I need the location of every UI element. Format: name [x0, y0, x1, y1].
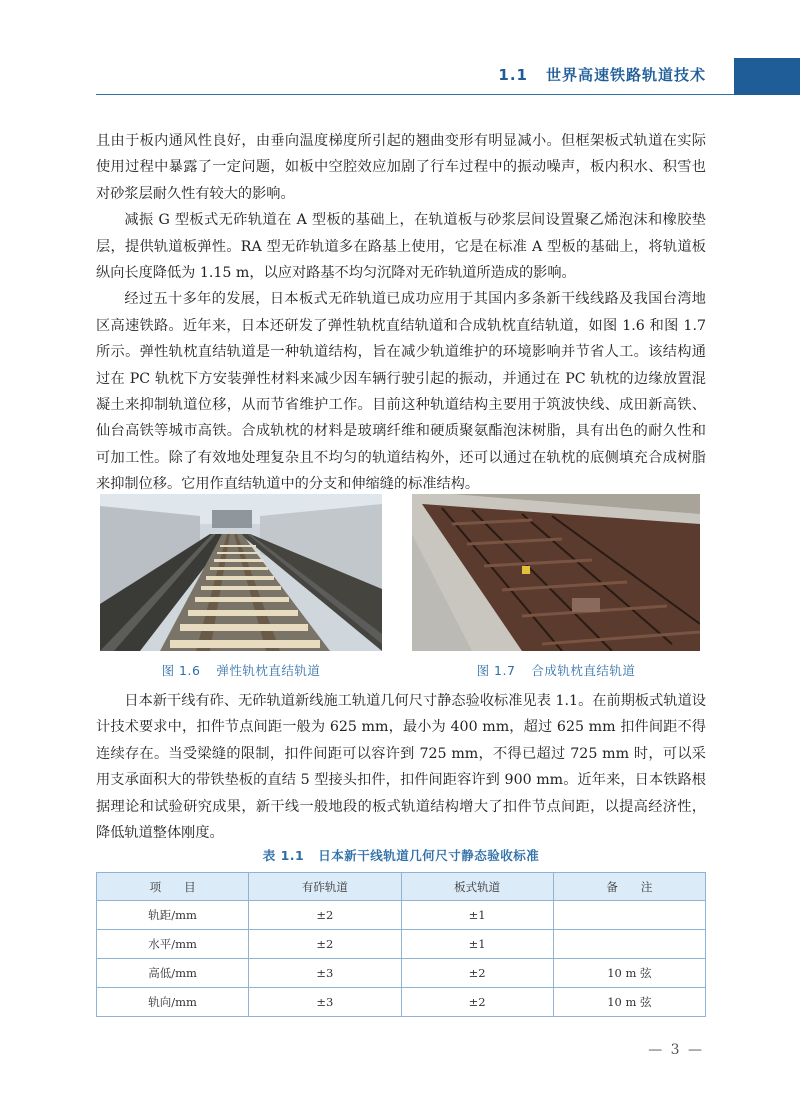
- figure-1-6: [100, 494, 382, 679]
- table-cell: 10 m 弦: [553, 988, 705, 1017]
- paragraph: 经过五十多年的发展，日本板式无砟轨道已成功应用于其国内多条新干线线路及我国台湾地区高速铁路。近年来，日本还研发了弹性轨枕直结轨道和合成轨枕直结轨道，如图 1.6 和图 1.7 所示。弹性轨枕直结轨道是一种轨道结构，旨在减少轨道维护的环境影响并节省人工。该结构通过在 PC 轨枕下方安装弹性材料来减少因车辆行驶引起的振动，并通过在 PC 轨枕的边缘放置混凝土来抑制轨道位移，从而节省维护工作。目前这种轨道结构主要用于筑波快线、成田新高铁、仙台高铁等城市高铁。合成轨枕的材料是玻璃纤维和硬质聚氨酯泡沫树脂，具有出色的耐久性和可加工性。除了有效地处理复杂且不均匀的轨道结构外，还可以通过在轨枕的底侧填充合成树脂来抑制位移。它用作直结轨道中的分支和伸缩缝的标准结构。: [96, 291, 706, 493]
- section-title: 世界高速铁路轨道技术: [545, 66, 706, 84]
- table-cell: 高低/mm: [97, 959, 249, 988]
- table-title-text: 日本新干线轨道几何尺寸静态验收标准: [318, 848, 540, 863]
- figure-caption-text: 弹性轨枕直结轨道: [216, 663, 321, 678]
- table-row: [97, 988, 706, 1017]
- figure-row: [100, 494, 700, 684]
- acceptance-standard-table: [96, 872, 706, 1017]
- table-cell: ±2: [249, 930, 401, 959]
- elastic-sleeper-track-photo: [100, 494, 382, 651]
- table-cell: ±2: [401, 988, 553, 1017]
- figure-1-7: [412, 494, 700, 679]
- column-header: 板式轨道: [401, 873, 553, 901]
- table-cell: [553, 930, 705, 959]
- table-cell: ±1: [401, 930, 553, 959]
- section-heading: [498, 64, 706, 85]
- table-header-row: [97, 873, 706, 901]
- synthetic-sleeper-track-photo: [412, 494, 700, 651]
- table-row: [97, 930, 706, 959]
- paragraph: 且由于板内通风性良好，由垂向温度梯度所引起的翘曲变形有明显减小。但框架板式轨道在实际使用过程中暴露了一定问题，如板中空腔效应加剧了行车过程中的振动噪声，板内积水、积雪也对砂浆层耐久性有较大的影响。: [96, 133, 706, 202]
- header-rule: [96, 94, 800, 95]
- body-text-bottom: [96, 688, 706, 846]
- figure-caption: [412, 661, 700, 679]
- section-number: 1.1: [498, 66, 528, 84]
- table-title: [96, 846, 706, 864]
- table-number: 表 1.1: [262, 848, 305, 863]
- table-cell: [553, 901, 705, 930]
- paragraph: 减振 G 型板式无砟轨道在 A 型板的基础上，在轨道板与砂浆层间设置聚乙烯泡沫和橡胶垫层，提供轨道板弹性。RA 型无砟轨道多在路基上使用，它是在标准 A 型板的基础上，将轨道板纵向长度降低为 1.15 m，以应对路基不均匀沉降对无砟轨道所造成的影响。: [96, 212, 706, 282]
- running-header: [0, 58, 800, 96]
- table-cell: 水平/mm: [97, 930, 249, 959]
- table-row: [97, 959, 706, 988]
- table-cell: ±2: [401, 959, 553, 988]
- table-cell: ±3: [249, 959, 401, 988]
- paragraph: 日本新干线有砟、无砟轨道新线施工轨道几何尺寸静态验收标准见表 1.1。在前期板式轨道设计技术要求中，扣件节点间距一般为 625 mm，最小为 400 mm，超过 625 mm 扣件间距不得连续存在。当受梁缝的限制，扣件间距可以容许到 725 mm，不得已超过 725 mm 时，可以采用支承面积大的带铁垫板的直结 5 型接头扣件，扣件间距容许到 900 mm。近年来，日本铁路根据理论和试验研究成果，新干线一般地段的板式轨道结构增大了扣件节点间距，以提高经济性，降低轨道整体刚度。: [96, 693, 706, 842]
- table-cell: 10 m 弦: [553, 959, 705, 988]
- table-cell: ±1: [401, 901, 553, 930]
- column-header: 项 目: [97, 873, 249, 901]
- table-cell: ±2: [249, 901, 401, 930]
- body-text-top: [96, 128, 706, 498]
- table-cell: 轨向/mm: [97, 988, 249, 1017]
- figure-caption: [100, 661, 382, 679]
- header-color-bar: [734, 58, 800, 95]
- table-cell: 轨距/mm: [97, 901, 249, 930]
- table-cell: ±3: [249, 988, 401, 1017]
- column-header: 有砟轨道: [249, 873, 401, 901]
- figure-number: 图 1.7: [476, 663, 516, 678]
- figure-caption-text: 合成轨枕直结轨道: [531, 663, 636, 678]
- figure-number: 图 1.6: [161, 663, 201, 678]
- table-row: [97, 901, 706, 930]
- column-header: 备 注: [553, 873, 705, 901]
- page-number: — 3 —: [648, 1042, 704, 1058]
